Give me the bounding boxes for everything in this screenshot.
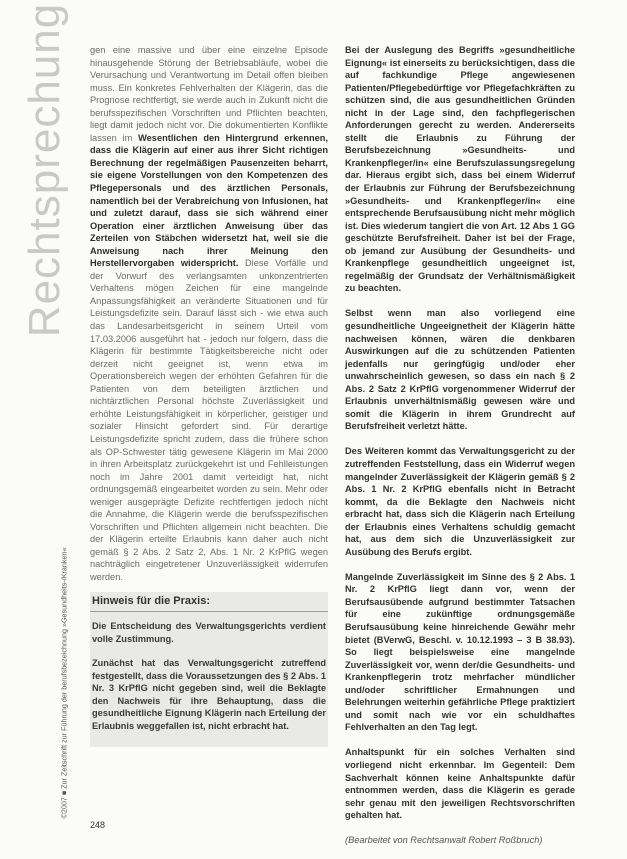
side-citation-text: ©2007 ■ Zur Zeitschrift zur Führung der berufsbezeichnung »Gesundheits-/Kranken« [59, 547, 69, 818]
left-column [90, 44, 328, 747]
left-column-rest: Diese Vorfälle und der Vorwurf des verlangsamten unkonzentrierten Verhaltens mögen Zeichen für eine mangelnde Anpassungsfähigkeit an veränderte Situationen und für Leistungsdefizite sein. Darauf lässt sich - wie etwa auch das Landesarbeitsgericht in seinem Urteil vom 17.03.2006 ausgeführt hat - jedoch nur folgern, dass die Klägerin für bestimmte Tätigkeitsbereiche nicht oder derzeit nicht geeignet ist, wenn etwa im Operationsbereich wegen der erhöhten Gefahren für die Patienten von dem beteiligten ärztlichen und nichtärztlichen Personal höchste Zuverlässigkeit und erhöhte Leistungsfähigkeit in körperlicher, geistiger und sozialer Hinsicht gefordert sind. Für derartige Leistungsdefizite spricht zudem, dass die frühere schon als OP-Schwester tätig gewesene Klägerin im Mai 2000 in ihren Arbeitsplatz zurückgekehrt ist und Fehlleistungen noch im Jahre 2001 damit verteidigt hat, nicht ordnungsgemäß eingearbeitet worden zu sein. Mehr oder weniger ausgeprägte Defizite rechtfertigen jedoch nicht die Annahme, die Klägerin werde die berufsspezifischen Vorschriften und Pflichten allgemein nicht beachten. Die der Klägerin erteilte Erlaubnis kann daher auch nicht gemäß § 2 Abs. 2 Satz 2, Abs. 1 Nr. 2 KrPflG wegen nachträglich eingetretener Unzuverlässigkeit widerrufen werden. [90, 258, 329, 582]
practice-hint-paragraph-1: Die Entscheidung des Verwaltungsgerichts verdient volle Zustimmung. [92, 621, 326, 644]
right-paragraph-4: Mangelnde Zuverlässigkeit im Sinne des § 2 Abs. 1 Nr. 2 KrPflG liegt dann vor, wenn der Berufsausübende aufgrund bestimmter Tatsachen für eine zukünftige ordnungsgemäße Berufsausübung keine hinreichende Gewähr mehr bietet (BVerwG, Beschl. v. 10.12.1993 – 3 B 38.93). So liegt beispielsweise eine mangelnde Zuverlässigkeit vor, wenn der/die Gesundheits- und Krankenpflegerin trotz mehrfacher mündlicher und/oder schriftlicher Ermahnungen und Belehrungen weiterhin gefährliche Pflege praktiziert und somit nach wie vor ein schuldhaftes Fehlverhalten an den Tag legt. [345, 571, 575, 733]
section-title-text: Rechtsprechung [20, 2, 69, 338]
right-paragraph-2: Selbst wenn man also vorliegend eine gesundheitliche Ungeeignetheit der Klägerin hätte nachweisen können, wären die denkbaren Auswirkungen auf die zu schützenden Patienten jedenfalls nur geringfügig und/oder eher unwahrscheinlich gewesen, so dass ein nach § 2 Abs. 2 Satz 2 KrPflG vorgenommener Widerruf der Erlaubnis unverhältnismäßig gewesen wäre und somit die Klägerin in ihrem Grundrecht auf Berufsfreiheit verletzt hätte. [345, 308, 575, 432]
practice-hint-body [90, 612, 328, 747]
right-paragraph-1: Bei der Auslegung des Begriffs »gesundheitliche Eignung« ist einerseits zu berücksichtigen, dass die auf fachkundige Pflege angewiesenen Patienten/Pflegebedürftige vor Pflegefachkräften zu schützen sind, die aus gesundheitlichen Gründen nicht in der Lage sind, den fachpflegerischen Anforderungen gerecht zu werden. Andererseits stellt die Erlaubnis zu Führung der Berufsbezeichnung »Gesundheits- und Krankenpfleger/in« eine Berufszulassungsregelung dar. Hieraus ergibt sich, dass bei einem Widerruf der Erlaubnis zur Führung der Berufsbezeichnung »Gesundheits- und Krankenpfleger/in« eine entsprechende Berufsausübung nicht mehr möglich ist. Dies wiederum tangiert die von Art. 12 Abs 1 GG geschützte Berufsfreiheit. Daher ist bei der Frage, ob jemand zur Ausübung der Gesundheits- und Krankenpflege gesundheitlich ungeeignet ist, regelmäßig der Grundsatz der Verhältnismäßigkeit zu beachten. [345, 45, 575, 294]
section-title [6, 2, 84, 338]
right-paragraph-5: Anhaltspunkt für ein solches Verhalten sind vorliegend nicht erkennbar. Im Gegenteil: Dem Sachverhalt können keine Anhaltspunkte dafür entnommen werden, dass die Klägerin es gerade sehr genau mit den jeweiligen Rechtsvorschriften gehalten hat. [345, 747, 575, 821]
left-column-emphasis: Wesentlichen den Hintergrund erkennen, dass die Klägerin auf einer aus ihrer Sicht richtigen Berechnung der regelmäßigen Pausenzeiten beharrt, sie eigene Vorstellungen von den Kompetenzen des Pflegepersonals und des ärztlichen Personals, namentlich bei der Verabreichung von Infusionen, hat und zuletzt darauf, dass sie sich während einer Operation einer ärztlichen Anweisung über das Zerteilen von Stäbchen widersetzt hat, weil sie die Anweisung nach ihrer Meinung den Herstellervorgaben widerspricht. [90, 132, 328, 269]
left-column-lead: gen eine massive und über eine einzelne Episode hinausgehende Störung der Betriebsabläufe, wobei die Verursachung und Verantwortung im Detail offen bleiben muss. Ein konkretes Fehlverhalten der Klägerin, das die Prognose rechtfertigt, sie werde auch in Zukunft nicht die berufsspezifischen Vorschriften und Pflichten beachten, liegt damit jedoch nicht vor. Die dokumentierten Konflikte lassen im [90, 45, 328, 143]
right-column [345, 44, 575, 859]
right-paragraph-3: Des Weiteren kommt das Verwaltungsgericht zu der zutreffenden Feststellung, dass ein Widerruf wegen mangelnder Zuverlässigkeit der Klägerin gemäß § 2 Abs. 1 Nr. 2 KrPflG ebenfalls nicht in Betracht kommt, da die Beklagte den Nachweis nicht erbracht hat, dass sich die Klägerin nach Erteilung der Erlaubnis eines Verhaltens schuldig gemacht hat, aus dem sich die Unzuverlässigkeit zur Ausübung des Berufs ergibt. [345, 446, 575, 557]
practice-hint-title: Hinweis für die Praxis: [90, 592, 328, 613]
page-number: 248 [90, 820, 106, 830]
practice-hint-box [90, 592, 328, 748]
side-citation [54, 540, 74, 825]
practice-hint-paragraph-2: Zunächst hat das Verwaltungsgericht zutreffend festgestellt, dass die Voraussetzungen des § 2 Abs. 1 Nr. 3 KrPflG nicht gegeben sind, weil die Beklagte den Nachweis für ihre Behauptung, dass die gesundheitliche Eignung Klägerin nach Erteilung der Erlaubnis weggefallen ist, nicht erbracht hat. [92, 658, 326, 731]
left-column-body [90, 44, 328, 584]
author-signature: (Bearbeitet von Rechtsanwalt Robert Roßbruch) [345, 835, 543, 846]
